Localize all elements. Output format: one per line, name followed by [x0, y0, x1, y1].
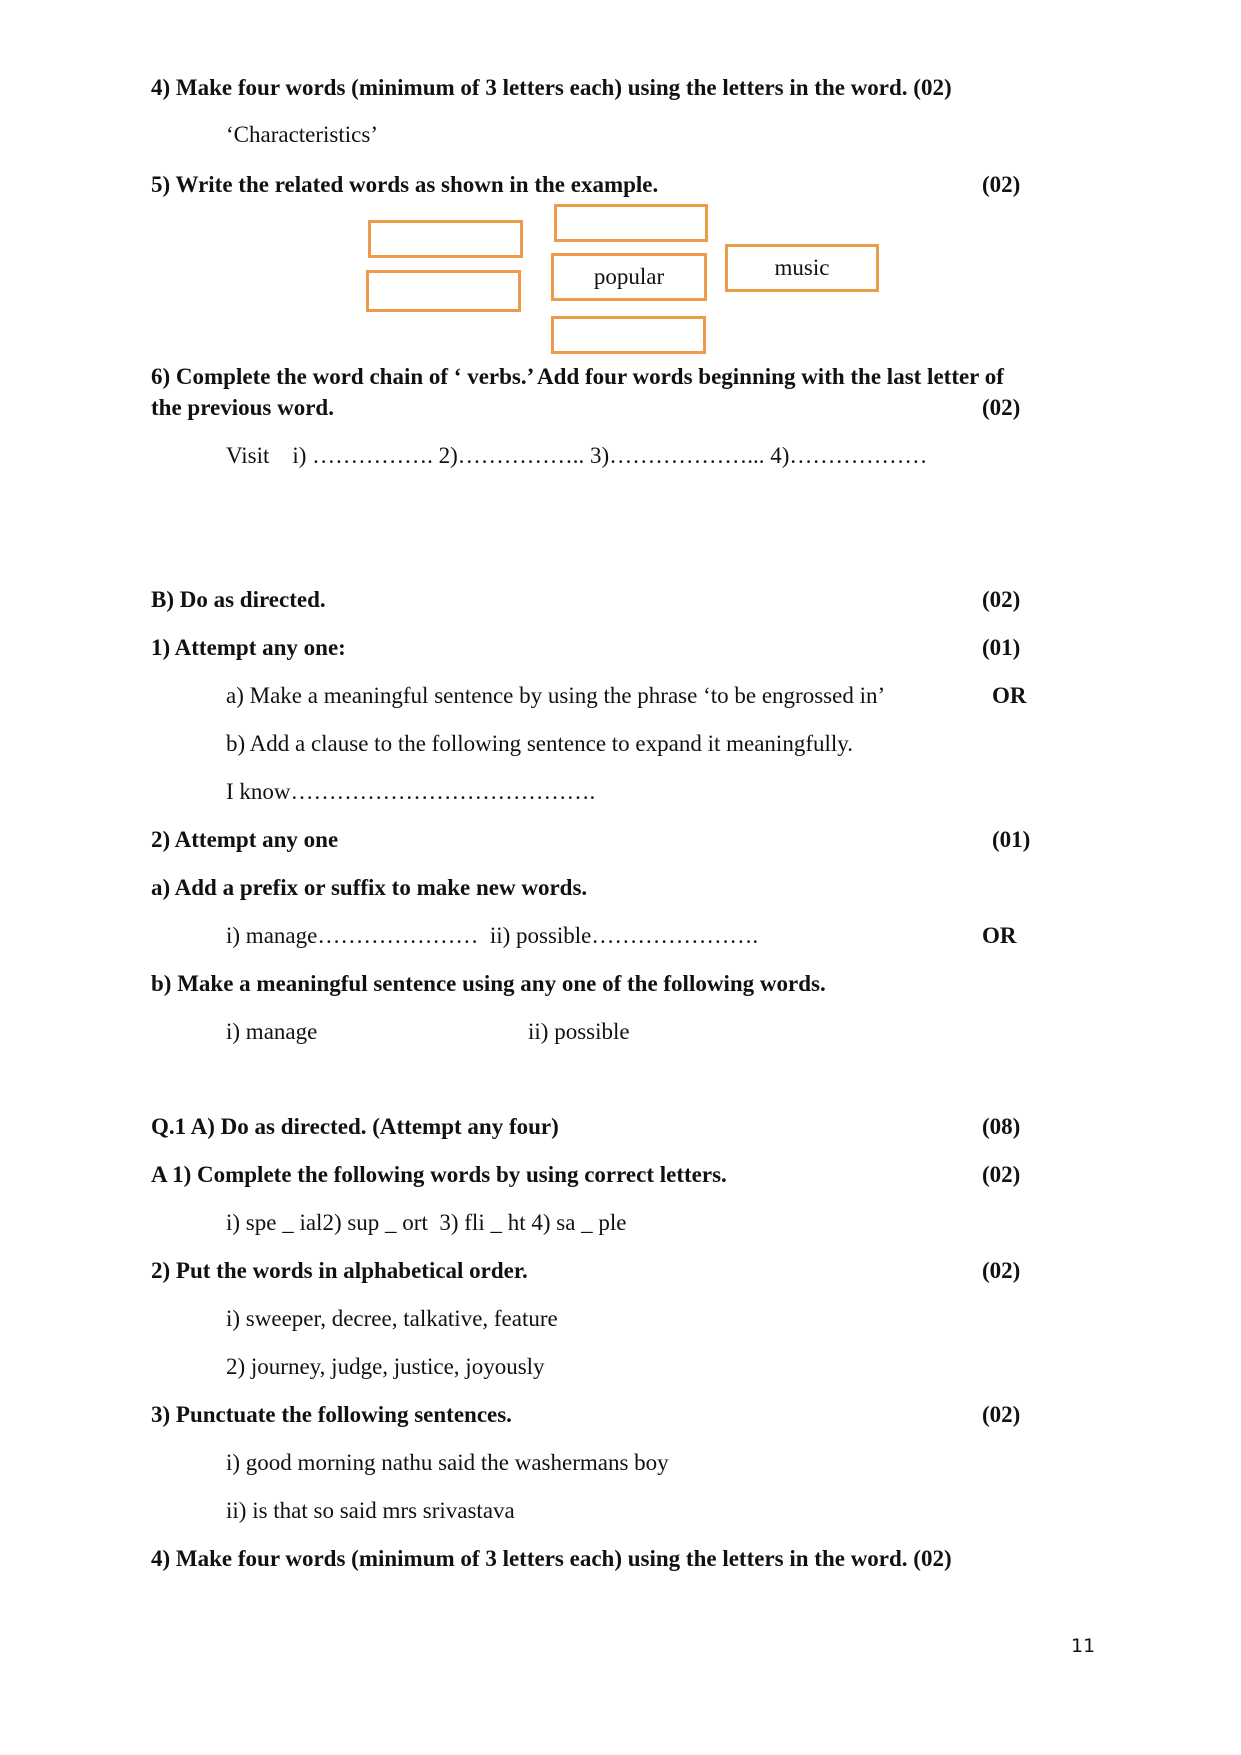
- a2-marks: (02): [982, 1258, 1021, 1283]
- a1-marks: (02): [982, 1162, 1021, 1187]
- b2-option-a-items: i) manage………………… ii) possible………………….: [226, 923, 759, 948]
- word-box-bottom-center: [551, 316, 706, 354]
- b1-marks: (01): [982, 635, 1021, 660]
- q6-word-chain: Visit i) ……………. 2)…………….. 3)………………... 4)………………: [226, 443, 928, 468]
- q4-top-word: ‘Characteristics’: [226, 122, 378, 147]
- a3-heading: 3) Punctuate the following sentences.: [151, 1402, 512, 1427]
- b2-option-b-heading: b) Make a meaningful sentence using any one of the following words.: [151, 971, 826, 996]
- a3-marks: (02): [982, 1402, 1021, 1427]
- a2-heading: 2) Put the words in alphabetical order.: [151, 1258, 528, 1283]
- b1-heading: 1) Attempt any one:: [151, 635, 346, 660]
- b2-or: OR: [982, 923, 1017, 948]
- q1a-marks: (08): [982, 1114, 1021, 1139]
- a4-heading: 4) Make four words (minimum of 3 letters each) using the letters in the word. (02): [151, 1546, 952, 1571]
- b2-heading: 2) Attempt any one: [151, 827, 339, 852]
- section-b-heading: B) Do as directed.: [151, 587, 326, 612]
- b2-option-b-item1: i) manage: [226, 1019, 318, 1044]
- q6-marks: (02): [982, 395, 1021, 420]
- q1a-heading: Q.1 A) Do as directed. (Attempt any four): [151, 1114, 559, 1139]
- b1-i-know: I know………………………………….: [226, 779, 596, 804]
- a3-item-i: i) good morning nathu said the washermans boy: [226, 1450, 669, 1475]
- a2-item-ii: 2) journey, judge, justice, joyously: [226, 1354, 545, 1379]
- a2-item-i: i) sweeper, decree, talkative, feature: [226, 1306, 558, 1331]
- q6-heading-line2: the previous word.: [151, 395, 334, 420]
- a3-item-ii: ii) is that so said mrs srivastava: [226, 1498, 515, 1523]
- word-box-right: music: [725, 244, 879, 292]
- q4-top-heading: 4) Make four words (minimum of 3 letters each) using the letters in the word. (02): [151, 75, 952, 100]
- word-box-top-left: [368, 220, 523, 258]
- a1-items: i) spe _ ial2) sup _ ort 3) fli _ ht 4) sa _ ple: [226, 1210, 627, 1235]
- b1-option-b: b) Add a clause to the following sentence to expand it meaningfully.: [226, 731, 854, 756]
- page-number: 11: [1071, 1635, 1096, 1657]
- q5-marks: (02): [982, 172, 1021, 197]
- q5-heading: 5) Write the related words as shown in the example.: [151, 172, 659, 197]
- b2-marks: (01): [992, 827, 1031, 852]
- b1-or: OR: [992, 683, 1027, 708]
- b1-option-a: a) Make a meaningful sentence by using the phrase ‘to be engrossed in’: [226, 683, 886, 708]
- word-box-center: popular: [551, 253, 707, 301]
- section-b-marks: (02): [982, 587, 1021, 612]
- word-box-bottom-left: [366, 270, 521, 312]
- b2-option-a-heading: a) Add a prefix or suffix to make new words.: [151, 875, 588, 900]
- b2-option-b-item2: ii) possible: [528, 1019, 630, 1044]
- a1-heading: A 1) Complete the following words by using correct letters.: [151, 1162, 727, 1187]
- q6-heading-line1: 6) Complete the word chain of ‘ verbs.’ Add four words beginning with the last letter of: [151, 364, 1004, 389]
- word-box-top-center: [554, 204, 708, 242]
